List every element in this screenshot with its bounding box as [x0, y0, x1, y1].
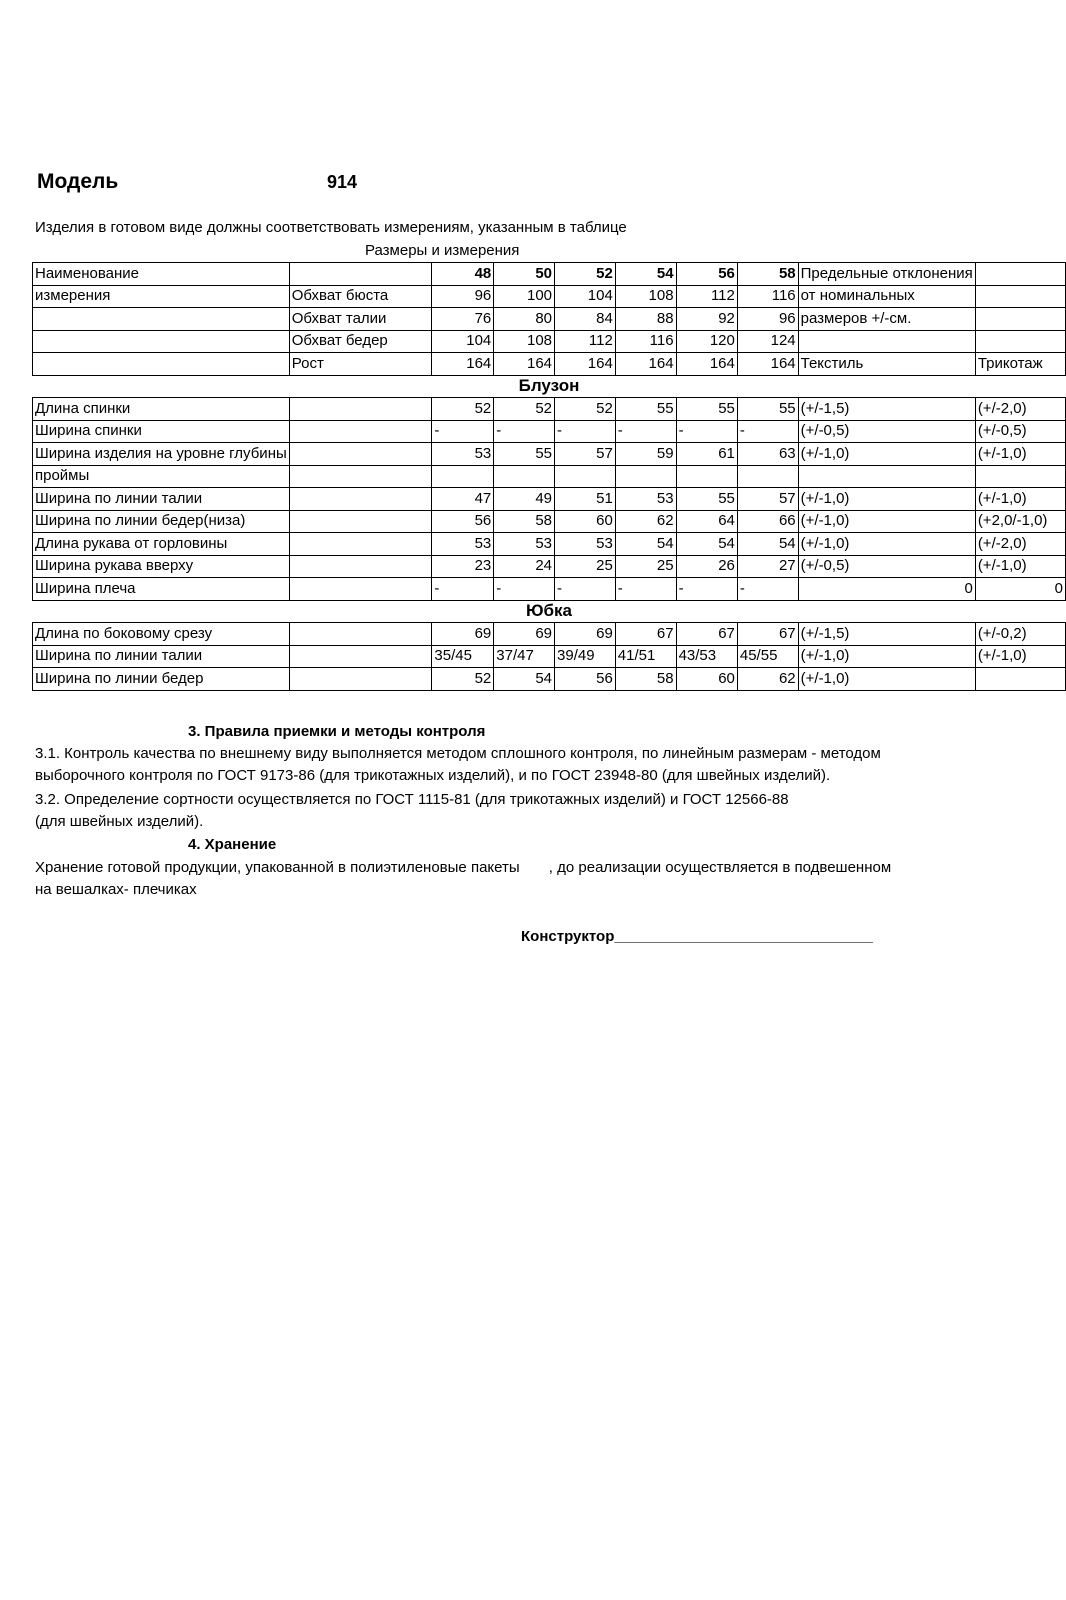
table-row	[33, 353, 1066, 376]
table-cell	[432, 465, 494, 488]
table-cell: 58	[615, 668, 676, 691]
table-cell: 164	[432, 353, 494, 376]
section-blouson	[33, 375, 1066, 398]
table-row	[33, 285, 1066, 308]
table-cell: (+/-0,2)	[975, 623, 1065, 646]
table-cell: 35/45	[432, 645, 494, 668]
table-cell: размеров +/-см.	[798, 308, 975, 331]
table-cell	[555, 465, 616, 488]
table-cell	[33, 330, 290, 353]
table-cell: 0	[798, 578, 975, 601]
table-cell: 54	[615, 533, 676, 556]
table-cell: 67	[737, 623, 798, 646]
measurements-table	[32, 262, 1066, 691]
table-cell: 69	[555, 623, 616, 646]
table-cell: Рост	[289, 353, 432, 376]
section-3-paragraph-1-line-1: 3.1. Контроль качества по внешнему виду выполняется методом сплошного контроля, по линейным размерам - методом	[35, 745, 881, 762]
table-cell: 48	[432, 263, 494, 286]
table-cell: 92	[676, 308, 737, 331]
table-cell: 26	[676, 555, 737, 578]
table-cell: 56	[555, 668, 616, 691]
section-4-line-1: Хранение готовой продукции, упакованной в полиэтиленовые пакеты , до реализации осуществляется в подвешенном	[35, 859, 892, 876]
section-4-line-2: на вешалках- плечиках	[35, 881, 197, 898]
table-cell: 47	[432, 488, 494, 511]
table-cell: 120	[676, 330, 737, 353]
table-cell: 23	[432, 555, 494, 578]
table-cell: 53	[494, 533, 555, 556]
table-cell: Ширина спинки	[33, 420, 290, 443]
table-cell	[289, 398, 432, 421]
table-cell: (+/-1,5)	[798, 623, 975, 646]
section-3-paragraph-2-line-1: 3.2. Определение сортности осуществляется по ГОСТ 1115-81 (для трикотажных изделий) и ГОСТ 12566-88	[35, 791, 789, 808]
table-row	[33, 465, 1066, 488]
table-cell: 108	[494, 330, 555, 353]
table-cell: 116	[737, 285, 798, 308]
table-cell: 164	[737, 353, 798, 376]
table-cell: 53	[615, 488, 676, 511]
table-cell: (+/-2,0)	[975, 533, 1065, 556]
table-row	[33, 443, 1066, 466]
table-cell: 112	[555, 330, 616, 353]
table-cell: измерения	[33, 285, 290, 308]
table-cell: -	[737, 420, 798, 443]
table-cell: -	[555, 578, 616, 601]
table-row	[33, 510, 1066, 533]
section-4-title: 4. Хранение	[188, 836, 277, 853]
table-cell: 164	[494, 353, 555, 376]
table-cell: 54	[737, 533, 798, 556]
table-cell: 24	[494, 555, 555, 578]
table-cell	[289, 263, 432, 286]
table-cell: 55	[737, 398, 798, 421]
table-cell: 96	[432, 285, 494, 308]
table-cell	[737, 465, 798, 488]
table-cell: Ширина плеча	[33, 578, 290, 601]
table-cell	[289, 443, 432, 466]
table-cell: 39/49	[555, 645, 616, 668]
table-cell	[289, 668, 432, 691]
table-cell: (+/-0,5)	[798, 555, 975, 578]
table-cell: -	[494, 420, 555, 443]
table-cell: Обхват бедер	[289, 330, 432, 353]
signature-line: Конструктор_______________________________	[521, 928, 873, 945]
table-cell: (+/-1,0)	[975, 645, 1065, 668]
table-cell	[975, 263, 1065, 286]
table-cell: (+/-1,5)	[798, 398, 975, 421]
table-cell: Текстиль	[798, 353, 975, 376]
table-cell: 25	[555, 555, 616, 578]
table-cell	[975, 668, 1065, 691]
table-cell	[975, 330, 1065, 353]
table-cell	[289, 555, 432, 578]
table-cell: 45/55	[737, 645, 798, 668]
table-cell: 57	[555, 443, 616, 466]
table-cell: проймы	[33, 465, 290, 488]
table-cell: 84	[555, 308, 616, 331]
model-label: Модель	[37, 170, 119, 193]
table-cell: 104	[555, 285, 616, 308]
table-cell: 43/53	[676, 645, 737, 668]
table-cell: Длина спинки	[33, 398, 290, 421]
table-cell: Ширина по линии талии	[33, 488, 290, 511]
table-cell: (+/-1,0)	[798, 510, 975, 533]
table-row	[33, 263, 1066, 286]
table-cell: (+/-1,0)	[798, 668, 975, 691]
table-row	[33, 533, 1066, 556]
table-cell: -	[737, 578, 798, 601]
table-cell: 50	[494, 263, 555, 286]
table-row	[33, 420, 1066, 443]
table-cell: 104	[432, 330, 494, 353]
table-cell: Предельные отклонения	[798, 263, 975, 286]
table-cell	[494, 465, 555, 488]
table-cell: 52	[555, 263, 616, 286]
table-cell: 124	[737, 330, 798, 353]
table-cell: 55	[615, 398, 676, 421]
table-cell: 51	[555, 488, 616, 511]
table-cell: 52	[494, 398, 555, 421]
table-cell: -	[676, 578, 737, 601]
table-cell: 60	[555, 510, 616, 533]
table-cell: 67	[615, 623, 676, 646]
table-cell: 54	[676, 533, 737, 556]
table-cell: 69	[432, 623, 494, 646]
table-row	[33, 623, 1066, 646]
table-cell	[289, 420, 432, 443]
table-cell: Ширина изделия на уровне глубины	[33, 443, 290, 466]
table-cell	[676, 465, 737, 488]
table-cell: Ширина по линии талии	[33, 645, 290, 668]
table-cell: Наименование	[33, 263, 290, 286]
section-3-paragraph-1-line-2: выборочного контроля по ГОСТ 9173-86 (для трикотажных изделий), и по ГОСТ 23948-80 (для швейных изделий).	[35, 767, 831, 784]
table-row	[33, 330, 1066, 353]
table-cell	[975, 285, 1065, 308]
table-cell: 52	[432, 668, 494, 691]
table-cell: 55	[676, 398, 737, 421]
table-cell: Трикотаж	[975, 353, 1065, 376]
table-cell: -	[494, 578, 555, 601]
table-cell	[289, 578, 432, 601]
table-cell	[975, 308, 1065, 331]
table-cell: 56	[432, 510, 494, 533]
table-cell	[289, 488, 432, 511]
intro-text: Изделия в готовом виде должны соответствовать измерениям, указанным в таблице	[35, 219, 627, 236]
table-cell: Ширина по линии бедер	[33, 668, 290, 691]
table-cell: 55	[676, 488, 737, 511]
table-cell: 64	[676, 510, 737, 533]
table-cell: -	[676, 420, 737, 443]
table-cell: 164	[615, 353, 676, 376]
table-cell: (+/-0,5)	[975, 420, 1065, 443]
table-cell: 52	[555, 398, 616, 421]
table-cell: 80	[494, 308, 555, 331]
table-cell: 67	[676, 623, 737, 646]
table-cell: 69	[494, 623, 555, 646]
table-cell: 112	[676, 285, 737, 308]
table-cell: 63	[737, 443, 798, 466]
table-cell: 53	[555, 533, 616, 556]
table-cell: 0	[975, 578, 1065, 601]
table-cell: (+/-1,0)	[975, 555, 1065, 578]
table-cell: Ширина рукава вверху	[33, 555, 290, 578]
table-cell	[798, 330, 975, 353]
table-cell: 96	[737, 308, 798, 331]
table-cell: 58	[737, 263, 798, 286]
table-cell: 61	[676, 443, 737, 466]
table-cell: (+/-1,0)	[975, 443, 1065, 466]
table-cell: (+/-1,0)	[798, 645, 975, 668]
table-cell	[289, 510, 432, 533]
table-cell: Обхват бюста	[289, 285, 432, 308]
table-cell: 116	[615, 330, 676, 353]
table-cell: 53	[432, 443, 494, 466]
table-cell	[615, 465, 676, 488]
table-cell: -	[615, 578, 676, 601]
table-row	[33, 308, 1066, 331]
table-cell	[289, 533, 432, 556]
table-cell: -	[555, 420, 616, 443]
table-cell: (+/-0,5)	[798, 420, 975, 443]
table-cell: (+/-1,0)	[798, 488, 975, 511]
table-cell: 54	[615, 263, 676, 286]
table-cell: 60	[676, 668, 737, 691]
table-cell	[289, 465, 432, 488]
table-cell: 58	[494, 510, 555, 533]
table-cell: (+2,0/-1,0)	[975, 510, 1065, 533]
table-cell: 164	[555, 353, 616, 376]
table-row	[33, 645, 1066, 668]
table-cell: Длина по боковому срезу	[33, 623, 290, 646]
table-cell: 52	[432, 398, 494, 421]
table-cell	[33, 353, 290, 376]
table-cell: 66	[737, 510, 798, 533]
table-cell: 37/47	[494, 645, 555, 668]
table-cell: 27	[737, 555, 798, 578]
table-cell	[289, 623, 432, 646]
table-cell: Длина рукава от горловины	[33, 533, 290, 556]
table-cell: 25	[615, 555, 676, 578]
table-caption: Размеры и измерения	[365, 242, 520, 259]
table-cell: -	[432, 420, 494, 443]
table-cell: от номинальных	[798, 285, 975, 308]
table-cell: -	[615, 420, 676, 443]
table-cell: (+/-1,0)	[798, 533, 975, 556]
table-cell: 164	[676, 353, 737, 376]
table-cell: Ширина по линии бедер(низа)	[33, 510, 290, 533]
table-cell: (+/-2,0)	[975, 398, 1065, 421]
table-row	[33, 668, 1066, 691]
table-cell: 49	[494, 488, 555, 511]
table-cell: 88	[615, 308, 676, 331]
table-cell	[798, 465, 975, 488]
table-cell: 54	[494, 668, 555, 691]
table-row	[33, 398, 1066, 421]
table-cell: 41/51	[615, 645, 676, 668]
section-skirt-label: Юбка	[33, 600, 1066, 623]
table-cell: 76	[432, 308, 494, 331]
table-cell: 53	[432, 533, 494, 556]
table-cell: 100	[494, 285, 555, 308]
table-cell: -	[432, 578, 494, 601]
table-body	[33, 263, 1066, 691]
table-cell: 108	[615, 285, 676, 308]
table-cell	[975, 465, 1065, 488]
table-cell: 55	[494, 443, 555, 466]
table-cell: 57	[737, 488, 798, 511]
table-row	[33, 578, 1066, 601]
table-cell: 56	[676, 263, 737, 286]
table-row	[33, 488, 1066, 511]
table-cell: 59	[615, 443, 676, 466]
table-cell: Обхват талии	[289, 308, 432, 331]
section-3-title: 3. Правила приемки и методы контроля	[188, 723, 486, 740]
table-cell: (+/-1,0)	[975, 488, 1065, 511]
table-cell: 62	[615, 510, 676, 533]
table-cell: (+/-1,0)	[798, 443, 975, 466]
table-cell	[289, 645, 432, 668]
model-number: 914	[327, 172, 358, 192]
section-blouson-label: Блузон	[33, 375, 1066, 398]
table-cell	[33, 308, 290, 331]
table-cell: 62	[737, 668, 798, 691]
section-3-paragraph-2-line-2: (для швейных изделий).	[35, 813, 204, 830]
section-skirt	[33, 600, 1066, 623]
table-row	[33, 555, 1066, 578]
